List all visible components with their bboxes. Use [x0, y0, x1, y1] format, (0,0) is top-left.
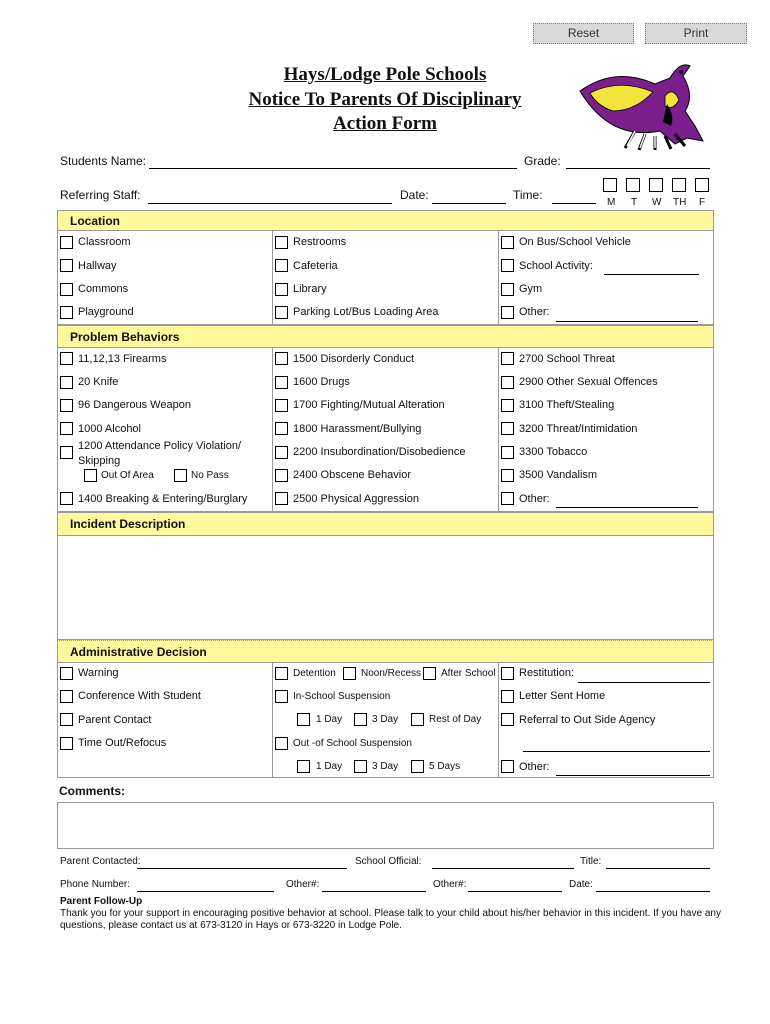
- behavior-option: 20 Knife: [78, 376, 119, 388]
- decision-option: Referral to Out Side Agency: [519, 714, 656, 726]
- other2-field[interactable]: [468, 891, 562, 892]
- behavior-other-checkbox[interactable]: [501, 492, 514, 505]
- library-checkbox[interactable]: [275, 283, 288, 296]
- decision-option: Restitution:: [519, 667, 575, 679]
- parent-followup-text: Thank you for your support in encouraging positive behavior at school. Please talk to your child about his/her behavior in this incident. If you have any: [60, 908, 721, 919]
- other2-label: Other#:: [433, 879, 467, 890]
- students-name-field[interactable]: [149, 168, 517, 169]
- behavior-option: Skipping: [78, 455, 121, 467]
- fighting-checkbox[interactable]: [275, 399, 288, 412]
- on-bus-checkbox[interactable]: [501, 236, 514, 249]
- obscene-behavior-checkbox[interactable]: [275, 469, 288, 482]
- cafeteria-checkbox[interactable]: [275, 259, 288, 272]
- school-activity-checkbox[interactable]: [501, 259, 514, 272]
- title-notice: Notice To Parents Of Disciplinary: [248, 89, 522, 110]
- grade-label: Grade:: [524, 154, 561, 168]
- parent-followup-title: Parent Follow-Up: [60, 896, 143, 907]
- oss-1-day-checkbox[interactable]: [297, 760, 310, 773]
- behavior-option: 3500 Vandalism: [519, 469, 598, 481]
- divider: [272, 348, 273, 512]
- iss-1-day-checkbox[interactable]: [297, 713, 310, 726]
- letter-sent-home-checkbox[interactable]: [501, 690, 514, 703]
- restrooms-checkbox[interactable]: [275, 236, 288, 249]
- parent-contacted-label: Parent Contacted:: [60, 856, 141, 867]
- location-option: Cafeteria: [293, 260, 338, 272]
- incident-description-textarea[interactable]: [57, 536, 714, 640]
- behavior-option: 3100 Theft/Stealing: [519, 399, 615, 411]
- decision-option: Parent Contact: [78, 714, 152, 726]
- decision-option: Other:: [519, 761, 550, 773]
- divider: [498, 663, 499, 778]
- warning-checkbox[interactable]: [60, 667, 73, 680]
- decision-suboption: Rest of Day: [429, 714, 482, 725]
- decision-option: Detention: [293, 668, 336, 679]
- behavior-option: 2200 Insubordination/Disobedience: [293, 446, 466, 458]
- footer-date-label: Date:: [569, 879, 593, 890]
- after-school-checkbox[interactable]: [423, 667, 436, 680]
- decision-suboption: 1 Day: [316, 714, 343, 725]
- theft-checkbox[interactable]: [501, 399, 514, 412]
- school-official-field[interactable]: [432, 868, 574, 869]
- admin-header: [57, 640, 714, 663]
- no-pass-checkbox[interactable]: [174, 469, 187, 482]
- location-other-checkbox[interactable]: [501, 306, 514, 319]
- date-field[interactable]: [432, 203, 506, 204]
- location-option: Hallway: [78, 260, 117, 272]
- behavior-option: 1500 Disorderly Conduct: [293, 353, 415, 365]
- restitution-field[interactable]: [578, 682, 710, 683]
- day-checkbox-w[interactable]: [649, 178, 663, 192]
- decision-option: Noon/Recess: [361, 668, 422, 679]
- decision-suboption: 1 Day: [316, 761, 343, 772]
- disorderly-conduct-checkbox[interactable]: [275, 352, 288, 365]
- divider: [272, 231, 273, 325]
- attendance-checkbox[interactable]: [60, 446, 73, 459]
- school-activity-field[interactable]: [604, 274, 699, 275]
- out-of-school-suspension-checkbox[interactable]: [275, 737, 288, 750]
- behavior-option: Other:: [519, 493, 550, 505]
- reset-button[interactable]: Reset: [533, 23, 634, 44]
- decision-suboption: 3 Day: [372, 714, 399, 725]
- conference-checkbox[interactable]: [60, 690, 73, 703]
- behavior-option: 2400 Obscene Behavior: [293, 469, 412, 481]
- behavior-option: 2900 Other Sexual Offences: [519, 376, 658, 388]
- location-option: On Bus/School Vehicle: [519, 236, 631, 248]
- divider: [498, 348, 499, 512]
- incident-header-label: Incident Description: [70, 517, 186, 531]
- print-button[interactable]: Print: [645, 23, 747, 44]
- breaking-entering-checkbox[interactable]: [60, 492, 73, 505]
- parent-followup-text: questions, please contact us at 673-3120 in Hays or 673-3220 in Lodge Pole.: [60, 920, 402, 931]
- playground-checkbox[interactable]: [60, 306, 73, 319]
- location-option: Commons: [78, 283, 129, 295]
- location-option: Restrooms: [293, 236, 347, 248]
- knife-checkbox[interactable]: [60, 376, 73, 389]
- gym-checkbox[interactable]: [501, 283, 514, 296]
- decision-other-field[interactable]: [556, 775, 710, 776]
- parking-lot-checkbox[interactable]: [275, 306, 288, 319]
- threat-intimidation-checkbox[interactable]: [501, 422, 514, 435]
- day-label-t: T: [631, 197, 638, 208]
- behavior-option: 1000 Alcohol: [78, 423, 141, 435]
- school-threat-checkbox[interactable]: [501, 352, 514, 365]
- decision-option: After School: [441, 668, 496, 679]
- commons-checkbox[interactable]: [60, 283, 73, 296]
- school-official-label: School Official:: [355, 856, 422, 867]
- behavior-option: 3200 Threat/Intimidation: [519, 423, 638, 435]
- vandalism-checkbox[interactable]: [501, 469, 514, 482]
- location-option: Library: [293, 283, 327, 295]
- behavior-option: 3300 Tobacco: [519, 446, 588, 458]
- oss-5-days-checkbox[interactable]: [411, 760, 424, 773]
- incident-header: [57, 512, 714, 536]
- referral-checkbox[interactable]: [501, 713, 514, 726]
- day-label-th: TH: [673, 197, 687, 208]
- behavior-option: 11,12,13 Firearms: [78, 353, 167, 365]
- behavior-option: 2700 School Threat: [519, 353, 615, 365]
- phone-number-label: Phone Number:: [60, 879, 131, 890]
- parent-contacted-field[interactable]: [137, 868, 347, 869]
- harassment-checkbox[interactable]: [275, 422, 288, 435]
- problems-header-label: Problem Behaviors: [70, 330, 180, 344]
- time-field[interactable]: [552, 203, 596, 204]
- comments-label: Comments:: [59, 784, 126, 798]
- decision-other-checkbox[interactable]: [501, 760, 514, 773]
- behavior-option: 2500 Physical Aggression: [293, 493, 419, 505]
- behavior-option: 1200 Attendance Policy Violation/: [78, 440, 242, 452]
- day-label-m: M: [607, 197, 616, 208]
- location-option: Classroom: [78, 236, 131, 248]
- location-option: Gym: [519, 283, 543, 295]
- comments-textarea[interactable]: [57, 802, 714, 849]
- time-label: Time:: [513, 188, 543, 202]
- day-checkbox-m[interactable]: [603, 178, 617, 192]
- behavior-option: 1600 Drugs: [293, 376, 350, 388]
- referring-staff-label: Referring Staff:: [60, 188, 141, 202]
- detention-checkbox[interactable]: [275, 667, 288, 680]
- physical-aggression-checkbox[interactable]: [275, 492, 288, 505]
- location-header: [57, 210, 714, 231]
- noon-recess-checkbox[interactable]: [343, 667, 356, 680]
- iss-rest-of-day-checkbox[interactable]: [411, 713, 424, 726]
- sexual-offences-checkbox[interactable]: [501, 376, 514, 389]
- decision-option: Warning: [78, 667, 119, 679]
- alcohol-checkbox[interactable]: [60, 422, 73, 435]
- oss-3-day-checkbox[interactable]: [354, 760, 367, 773]
- title-field[interactable]: [606, 868, 710, 869]
- location-option: School Activity:: [519, 260, 593, 272]
- students-name-label: Students Name:: [60, 154, 147, 168]
- drugs-checkbox[interactable]: [275, 376, 288, 389]
- firearms-checkbox[interactable]: [60, 352, 73, 365]
- day-label-f: F: [699, 197, 706, 208]
- behavior-option: 1700 Fighting/Mutual Alteration: [293, 399, 445, 411]
- behavior-option: 1400 Breaking & Entering/Burglary: [78, 493, 248, 505]
- title-school: Hays/Lodge Pole Schools: [283, 64, 487, 85]
- time-out-checkbox[interactable]: [60, 737, 73, 750]
- day-checkbox-th[interactable]: [672, 178, 686, 192]
- other1-field[interactable]: [322, 891, 426, 892]
- tobacco-checkbox[interactable]: [501, 446, 514, 459]
- decision-option: Conference With Student: [78, 690, 201, 702]
- location-option: Parking Lot/Bus Loading Area: [293, 306, 439, 318]
- title-form: Action Form: [333, 113, 437, 134]
- hallway-checkbox[interactable]: [60, 259, 73, 272]
- decision-option: Time Out/Refocus: [78, 737, 167, 749]
- behavior-other-field[interactable]: [556, 507, 698, 508]
- location-option: Other:: [519, 306, 550, 318]
- restitution-checkbox[interactable]: [501, 667, 514, 680]
- title-label: Title:: [580, 856, 602, 867]
- behavior-suboption: Out Of Area: [101, 470, 154, 481]
- location-header-label: Location: [70, 214, 120, 228]
- out-of-area-checkbox[interactable]: [84, 469, 97, 482]
- classroom-checkbox[interactable]: [60, 236, 73, 249]
- decision-suboption: 5 Days: [429, 761, 461, 772]
- day-checkbox-t[interactable]: [626, 178, 640, 192]
- referring-staff-field[interactable]: [148, 203, 392, 204]
- date-label: Date:: [400, 188, 429, 202]
- decision-option: Letter Sent Home: [519, 690, 606, 702]
- phone-number-field[interactable]: [137, 891, 274, 892]
- eagle-logo-icon: [575, 56, 710, 151]
- iss-3-day-checkbox[interactable]: [354, 713, 367, 726]
- day-label-w: W: [652, 197, 662, 208]
- location-other-field[interactable]: [556, 321, 698, 322]
- location-option: Playground: [78, 306, 134, 318]
- other1-label: Other#:: [286, 879, 320, 890]
- dangerous-weapon-checkbox[interactable]: [60, 399, 73, 412]
- insubordination-checkbox[interactable]: [275, 446, 288, 459]
- in-school-suspension-checkbox[interactable]: [275, 690, 288, 703]
- referral-field[interactable]: [523, 751, 710, 752]
- parent-contact-checkbox[interactable]: [60, 713, 73, 726]
- behavior-option: 1800 Harassment/Bullying: [293, 423, 422, 435]
- footer-date-field[interactable]: [596, 891, 710, 892]
- decision-option: Out -of School Suspension: [293, 738, 412, 749]
- behavior-option: 96 Dangerous Weapon: [78, 399, 191, 411]
- admin-header-label: Administrative Decision: [70, 645, 207, 659]
- decision-option: In-School Suspension: [293, 691, 391, 702]
- behavior-suboption: No Pass: [191, 470, 229, 481]
- decision-suboption: 3 Day: [372, 761, 399, 772]
- grade-field[interactable]: [566, 168, 710, 169]
- problems-header: [57, 325, 714, 348]
- divider: [498, 231, 499, 325]
- divider: [272, 663, 273, 778]
- day-checkbox-f[interactable]: [695, 178, 709, 192]
